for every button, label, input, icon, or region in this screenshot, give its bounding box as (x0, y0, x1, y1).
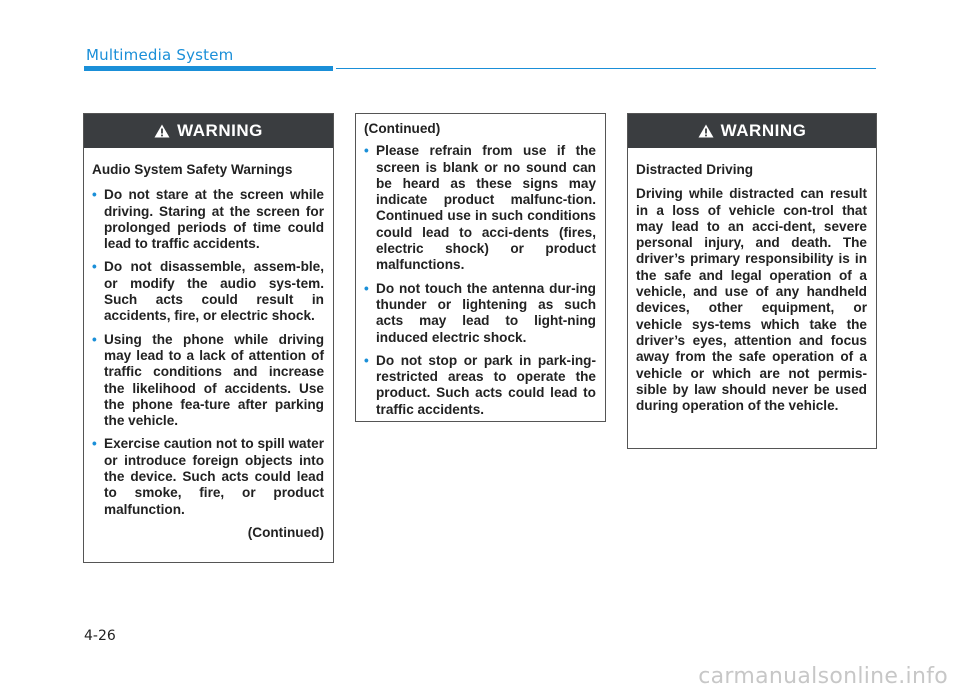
warning-triangle-icon (698, 124, 714, 138)
warning-box-distracted-driving (627, 113, 877, 449)
watermark: carmanualsonline.info (698, 664, 948, 689)
list-item: • Do not stop or park in park-ing-restricted areas to operate the product. Such acts could lead to traffic accidents. (364, 353, 596, 418)
continued-label: (Continued) (364, 121, 441, 136)
header-rule-thick (84, 66, 333, 71)
list-item: • Do not touch the antenna dur-ing thunder or lightening as such acts may lead to light-ning induced electric shock. (364, 281, 596, 346)
warning-header (84, 114, 333, 148)
warning-header (628, 114, 876, 148)
bullet-list (364, 143, 596, 418)
list-item: • Do not disassemble, assem-ble, or modify the audio sys-tem. Such acts could result in accidents, fire, or electric shock. (92, 259, 324, 324)
list-item: • Do not stare at the screen while driving. Staring at the screen for prolonged periods of time could lead to traffic accidents. (92, 187, 324, 252)
bullet-list (92, 187, 324, 518)
section-title: Multimedia System (86, 46, 234, 64)
warning-heading: Distracted Driving (636, 162, 754, 177)
continued-box (355, 113, 606, 422)
list-item: • Using the phone while driving may lead to a lack of attention of traffic conditions and increase the likelihood of accidents. Use the phone fea-ture after parking the vehicle. (92, 332, 324, 430)
list-item: • Exercise caution not to spill water or introduce foreign objects into the device. Such acts could lead to smoke, fire, or product malfunction. (92, 436, 324, 517)
list-item: • Please refrain from use if the screen is blank or no sound can be heard as these signs may indicate product malfunc-tion. Continued use in such conditions could lead to acci-dents (fires, electric shock) or product malfunctions. (364, 143, 596, 273)
warning-paragraph: Driving while distracted can result in a loss of vehicle con-trol that may lead to an acci-dent, severe personal injury, and death. The driver’s primary responsibility is in the safe and legal operation of a vehicle, and use of any handheld devices, other equipment, or vehicle sys-tems which take the driver’s eyes, attention and focus away from the safe operation of a vehicle or which are not permis-sible by law should never be used during operation of the vehicle. (636, 186, 867, 414)
warning-label: WARNING (177, 121, 263, 140)
warning-heading: Audio System Safety Warnings (92, 162, 293, 177)
header-rule-thin (336, 68, 876, 69)
warning-triangle-icon (154, 124, 170, 138)
page-number: 4-26 (84, 628, 116, 644)
warning-label: WARNING (720, 121, 807, 140)
warning-box-audio-safety (83, 113, 334, 563)
continued-label: (Continued) (247, 524, 324, 540)
